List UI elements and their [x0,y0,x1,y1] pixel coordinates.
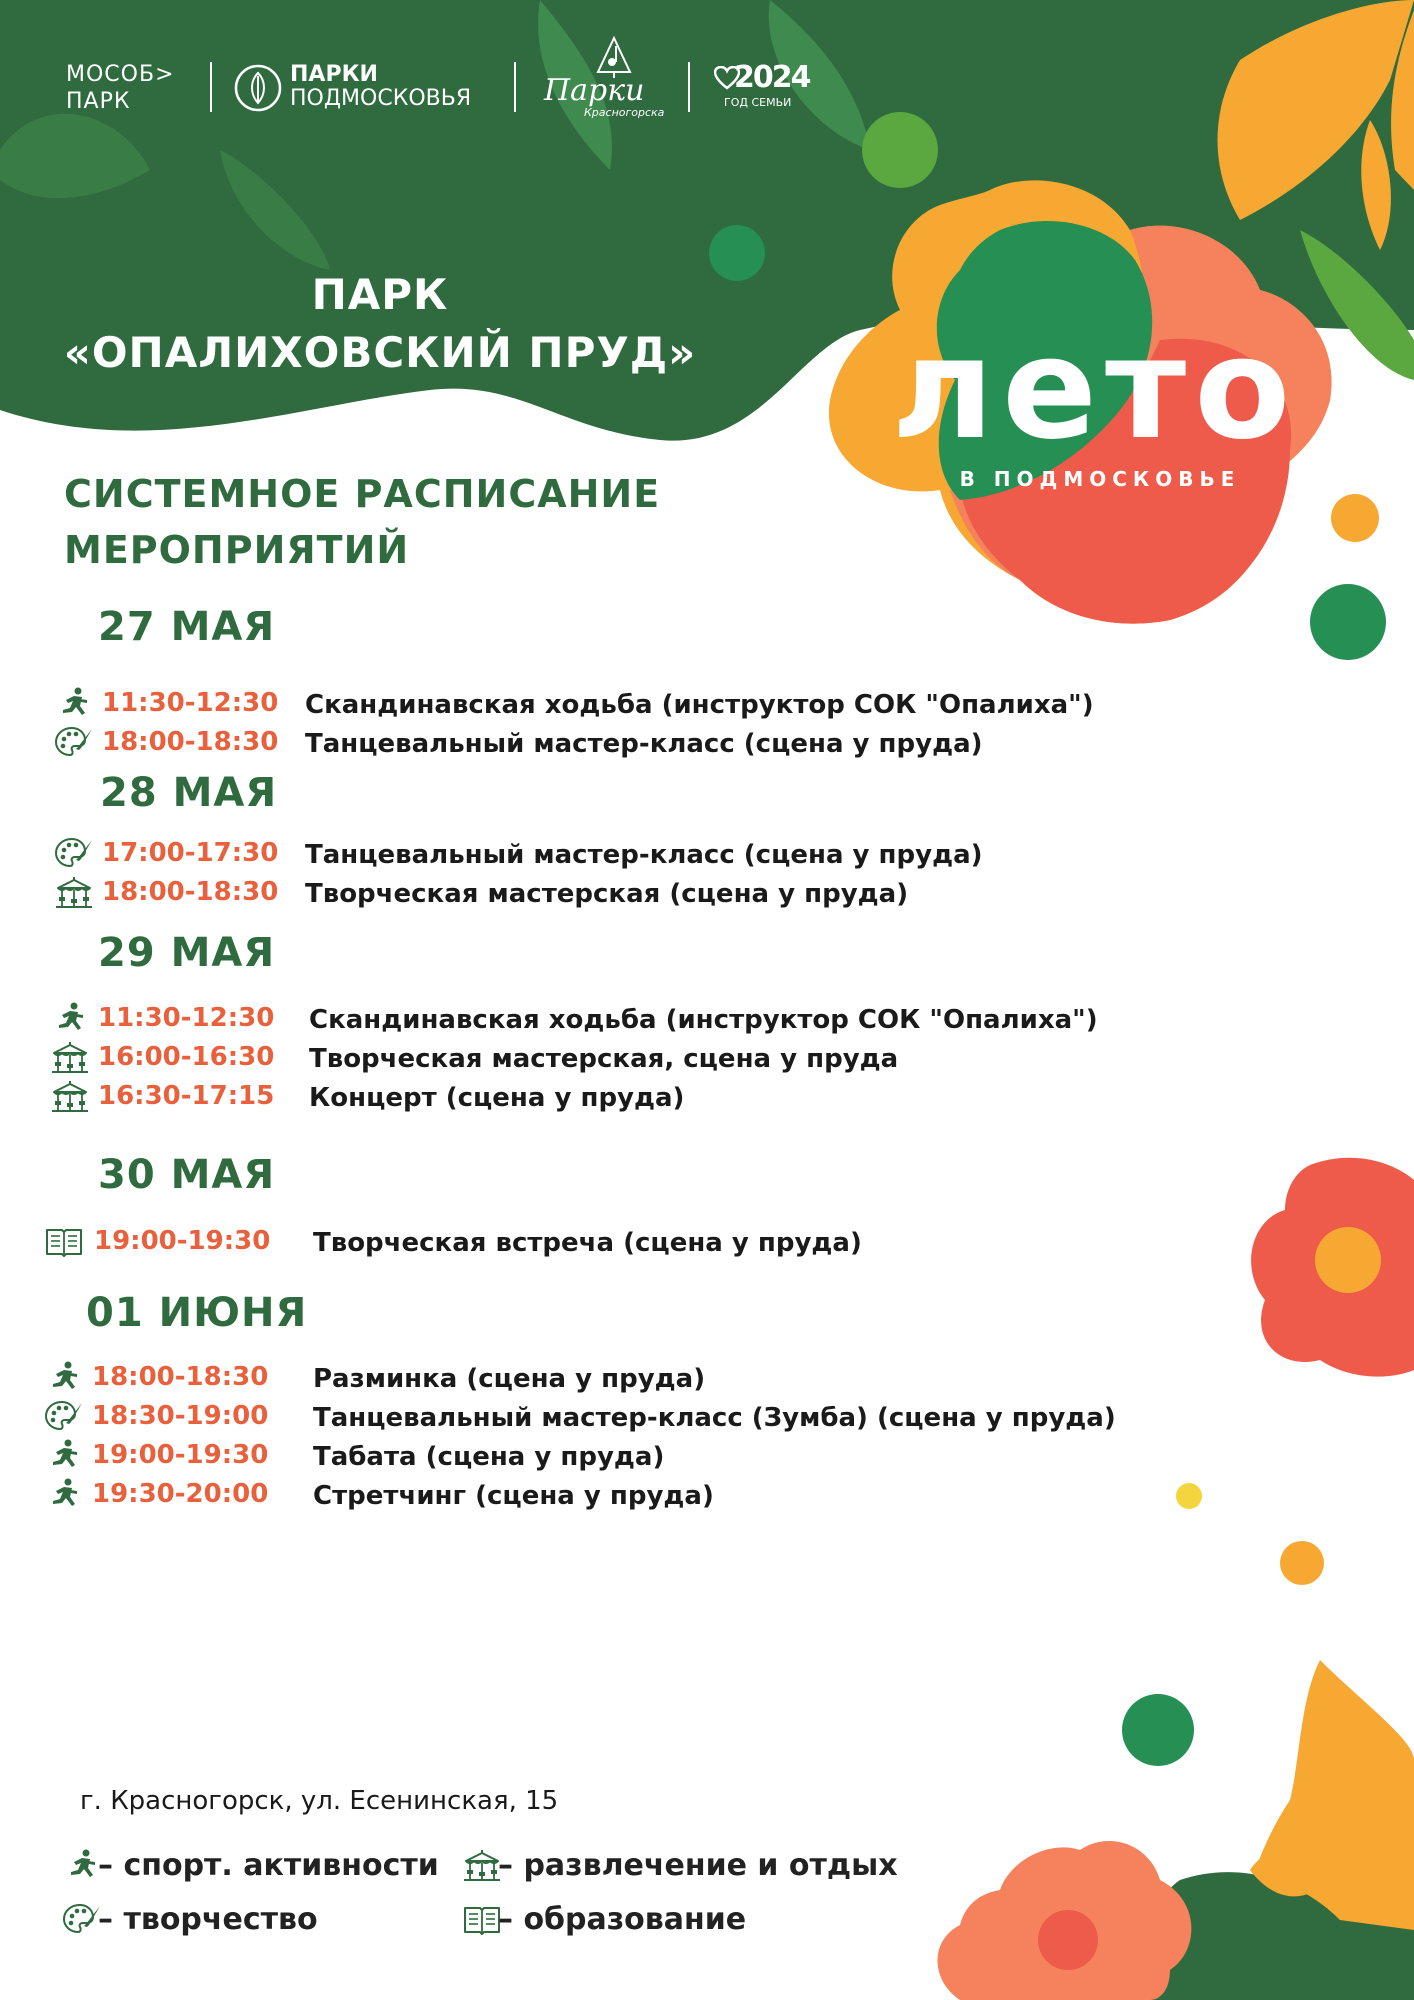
event-title: Танцевальный мастер-класс (сцена у пруда) [305,840,983,870]
logo-divider [514,62,516,112]
sport-icon [62,1848,102,1882]
logo-year: 2024 [734,60,810,95]
logo-mosoblpark-line1: МОСОБ> [66,62,175,87]
address: г. Красногорск, ул. Есенинская, 15 [80,1786,559,1816]
logo-parki-line1: ПАРКИ [290,62,378,87]
event-row [54,836,1154,870]
book-icon [44,1224,84,1258]
event-time: 11:30-12:30 [98,1003,275,1033]
legend-sport [62,1846,442,1886]
event-row [50,1079,1150,1113]
sport-icon [44,1360,84,1394]
event-time: 19:00-19:30 [94,1226,271,1256]
schedule-heading-line1: СИСТЕМНОЕ РАСПИСАНИЕ [64,472,661,516]
event-row [44,1224,1144,1258]
legend-education [462,1900,842,1940]
logo-divider [210,62,212,112]
event-row [44,1477,1144,1511]
park-title [20,266,740,382]
event-time: 19:30-20:00 [92,1479,269,1509]
leto-logo-word: лето [891,308,1299,471]
logo-parki-line2: ПОДМОСКОВЬЯ [290,86,472,111]
legend-sport-label: – спорт. активности [98,1848,439,1883]
sport-icon [54,686,94,720]
event-title: Разминка (сцена у пруда) [313,1364,706,1394]
event-time: 11:30-12:30 [102,688,279,718]
carousel-icon [54,875,94,909]
logo-year-sub: ГОД СЕМЬИ [724,96,792,109]
park-title-line2: «ОПАЛИХОВСКИЙ ПРУД» [63,328,697,377]
event-title: Танцевальный мастер-класс (сцена у пруда) [305,729,983,759]
event-time: 16:30-17:15 [98,1081,275,1111]
event-title: Творческая мастерская, сцена у пруда [309,1044,899,1074]
event-row [54,875,1154,909]
leaf-circle-icon [234,64,282,112]
palette-icon [54,725,94,759]
sport-icon [44,1477,84,1511]
event-row [50,1040,1150,1074]
event-time: 18:00-18:30 [102,877,279,907]
logo-year-family [714,60,814,116]
day-heading: 28 МАЯ [100,770,278,816]
event-title: Концерт (сцена у пруда) [309,1083,685,1113]
event-time: 18:30-19:00 [92,1401,269,1431]
event-time: 18:00-18:30 [92,1362,269,1392]
schedule-heading [64,466,764,578]
carousel-icon [50,1079,90,1113]
logo-parki-krasnogorska [540,36,680,126]
day-heading: 01 ИЮНЯ [86,1290,308,1336]
event-title: Скандинавская ходьба (инструктор СОК "Опалиха") [309,1005,1098,1035]
carousel-icon [50,1040,90,1074]
legend-creativity-label: – творчество [98,1902,318,1937]
event-row [50,1001,1150,1035]
legend-entertainment-label: – развлечение и отдых [498,1848,898,1883]
logo-divider [688,62,690,112]
event-row [54,725,1154,759]
book-icon [462,1902,502,1936]
day-heading: 27 МАЯ [98,604,276,650]
day-heading: 30 МАЯ [98,1152,276,1198]
event-title: Скандинавская ходьба (инструктор СОК "Опалиха") [305,690,1094,720]
event-title: Творческая мастерская (сцена у пруда) [305,879,909,909]
event-title: Табата (сцена у пруда) [313,1442,665,1472]
logo-krasnogorsk-main: Парки [544,73,645,108]
logo-mosoblpark [66,62,206,116]
event-time: 16:00-16:30 [98,1042,275,1072]
event-row [44,1399,1144,1433]
sport-icon [44,1438,84,1472]
sport-icon [50,1001,90,1035]
event-title: Стретчинг (сцена у пруда) [313,1481,714,1511]
schedule-heading-line2: МЕРОПРИЯТИЙ [64,528,410,572]
event-row [54,686,1154,720]
legend-entertainment [462,1846,902,1886]
legend-creativity [62,1900,442,1940]
logo-parki-podmoskovya [234,60,494,116]
event-time: 18:00-18:30 [102,727,279,757]
palette-icon [54,836,94,870]
event-time: 17:00-17:30 [102,838,279,868]
event-title: Танцевальный мастер-класс (Зумба) (сцена у пруда) [313,1403,1116,1433]
carousel-icon [462,1848,502,1882]
palette-icon [44,1399,84,1433]
event-row [44,1438,1144,1472]
event-title: Творческая встреча (сцена у пруда) [313,1228,862,1258]
event-row [44,1360,1144,1394]
park-title-line1: ПАРК [311,270,449,319]
logo-krasnogorsk-sub: Красногорска [584,106,665,119]
leto-logo-sub: В ПОДМОСКОВЬЕ [959,467,1241,491]
event-time: 19:00-19:30 [92,1440,269,1470]
logo-mosoblpark-line2: ПАРК [66,89,131,114]
day-heading: 29 МАЯ [98,930,276,976]
palette-icon [62,1902,102,1936]
legend-education-label: – образование [498,1902,747,1937]
